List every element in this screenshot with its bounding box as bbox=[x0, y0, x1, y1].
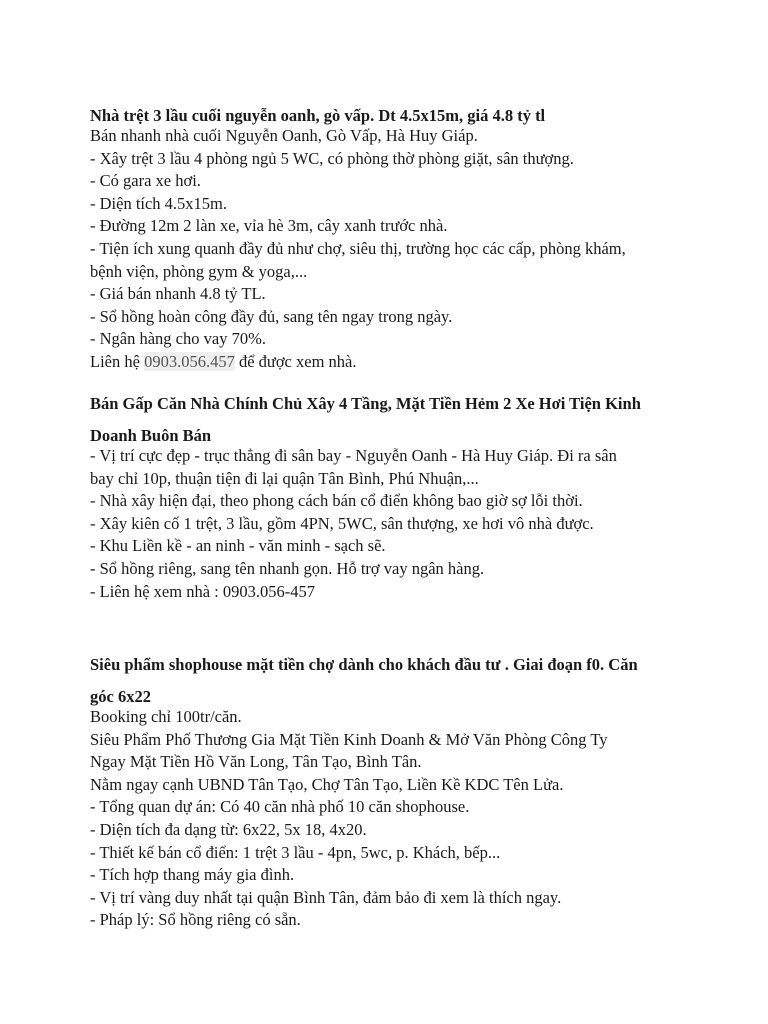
listing-3-line: - Thiết kế bán cổ điển: 1 trệt 3 lầu - 4pn, 5wc, p. Khách, bếp... bbox=[90, 842, 501, 862]
listing-1-line: - Sổ hồng hoàn công đầy đủ, sang tên ngay trong ngày. bbox=[90, 306, 453, 326]
listing-1-line: bệnh viện, phòng gym & yoga,... bbox=[90, 261, 308, 281]
listing-1-contact bbox=[90, 351, 626, 374]
listing-1-line: - Ngân hàng cho vay 70%. bbox=[90, 329, 266, 349]
listing-1-line: - Giá bán nhanh 4.8 tỷ TL. bbox=[90, 284, 266, 304]
listing-1-line: Bán nhanh nhà cuối Nguyễn Oanh, Gò Vấp, Hà Huy Giáp. bbox=[90, 126, 478, 145]
listing-2-line: - Nhà xây hiện đại, theo phong cách bán cổ điển không bao giờ sợ lỗi thời. bbox=[90, 491, 583, 511]
listing-2-line: - Sổ hồng riêng, sang tên nhanh gọn. Hỗ trợ vay ngân hàng. bbox=[90, 558, 485, 578]
listing-1 bbox=[90, 100, 626, 374]
listing-3-line: Siêu Phẩm Phố Thương Gia Mặt Tiền Kinh Doanh & Mở Văn Phòng Công Ty bbox=[90, 729, 608, 749]
listing-3-line: - Tổng quan dự án: Có 40 căn nhà phố 10 căn shophouse. bbox=[90, 797, 470, 817]
listing-1-line: - Đường 12m 2 làn xe, vỉa hè 3m, cây xanh trước nhà. bbox=[90, 216, 448, 236]
listing-2-line: - Xây kiên cố 1 trệt, 3 lầu, gồm 4PN, 5WC, sân thượng, xe hơi vô nhà được. bbox=[90, 513, 594, 533]
listing-3-line: Booking chỉ 100tr/căn. bbox=[90, 707, 242, 726]
listing-1-line: - Xây trệt 3 lầu 4 phòng ngủ 5 WC, có phòng thờ phòng giặt, sân thượng. bbox=[90, 148, 574, 168]
listing-1-title: Nhà trệt 3 lầu cuối nguyễn oanh, gò vấp. Dt 4.5x15m, giá 4.8 tỷ tl bbox=[90, 106, 546, 125]
listing-1-line: - Có gara xe hơi. bbox=[90, 171, 201, 191]
contact-suffix: để được xem nhà. bbox=[234, 351, 357, 371]
listing-2-line: - Liên hệ xem nhà : 0903.056-457 bbox=[90, 581, 315, 601]
contact-phone[interactable]: 0903.056.457 bbox=[144, 351, 235, 371]
listing-2 bbox=[90, 388, 641, 603]
listing-2-title-line: Bán Gấp Căn Nhà Chính Chủ Xây 4 Tầng, Mặt Tiền Hẻm 2 Xe Hơi Tiện Kinh bbox=[90, 394, 641, 413]
listing-2-line: - Khu Liền kề - an ninh - văn minh - sạch sẽ. bbox=[90, 536, 386, 556]
listing-3 bbox=[90, 649, 638, 932]
contact-prefix: Liên hệ bbox=[90, 351, 145, 371]
listing-1-line: - Tiện ích xung quanh đầy đủ như chợ, siêu thị, trường học các cấp, phòng khám, bbox=[90, 238, 626, 258]
listing-3-title-line: Siêu phẩm shophouse mặt tiền chợ dành cho khách đầu tư . Giai đoạn f0. Căn bbox=[90, 655, 638, 674]
listing-3-line: Ngay Mặt Tiền Hồ Văn Long, Tân Tạo, Bình Tân. bbox=[90, 752, 422, 772]
listing-3-line: - Tích hợp thang máy gia đình. bbox=[90, 865, 295, 885]
listing-3-line: - Diện tích đa dạng từ: 6x22, 5x 18, 4x20. bbox=[90, 819, 367, 839]
listing-2-line: bay chỉ 10p, thuận tiện đi lại quận Tân Bình, Phú Nhuận,... bbox=[90, 468, 479, 488]
listing-1-line: - Diện tích 4.5x15m. bbox=[90, 193, 228, 213]
listing-2-title-line: Doanh Buôn Bán bbox=[90, 426, 212, 445]
listing-3-line: Nằm ngay cạnh UBND Tân Tạo, Chợ Tân Tạo, Liền Kề KDC Tên Lửa. bbox=[90, 774, 564, 794]
listing-3-line: - Pháp lý: Sổ hồng riêng có sẵn. bbox=[90, 910, 301, 930]
listing-3-title-line: góc 6x22 bbox=[90, 687, 151, 706]
listing-3-line: - Vị trí vàng duy nhất tại quận Bình Tân, đảm bảo đi xem là thích ngay. bbox=[90, 887, 562, 907]
listing-2-line: - Vị trí cực đẹp - trục thẳng đi sân bay - Nguyễn Oanh - Hà Huy Giáp. Đi ra sân bbox=[90, 446, 617, 465]
